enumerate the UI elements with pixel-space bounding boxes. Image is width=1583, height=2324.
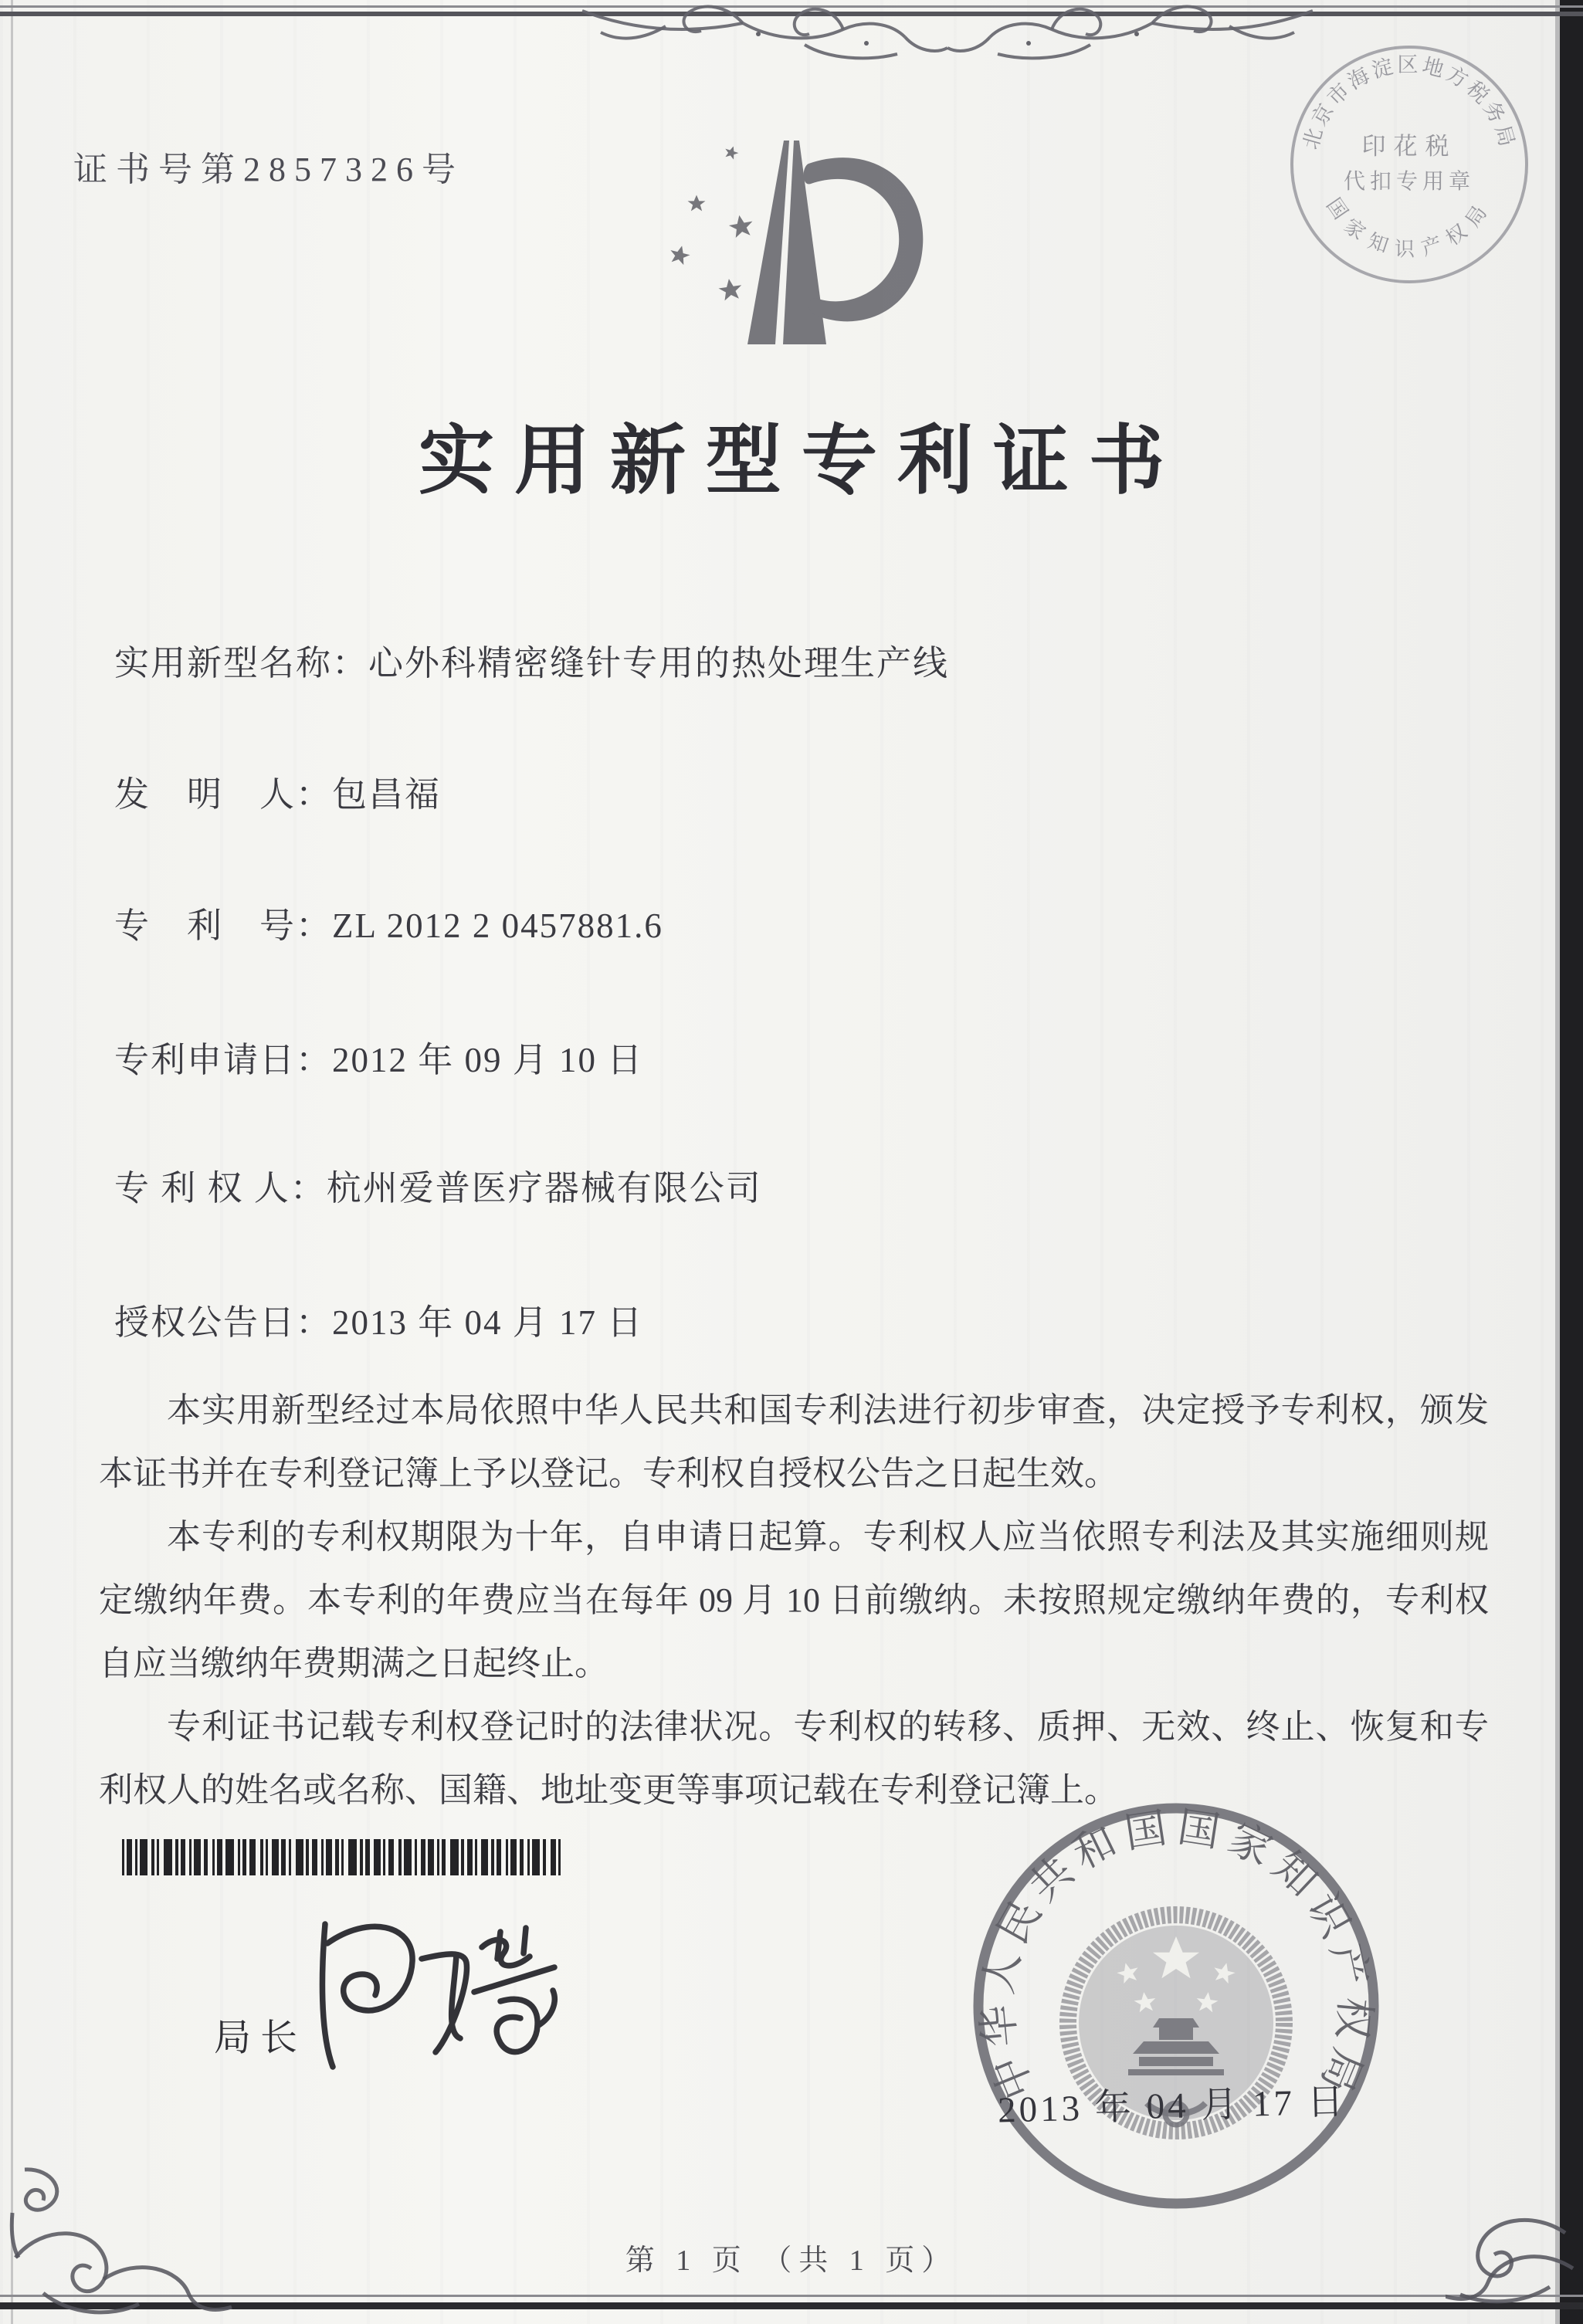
seal-date: 2013 年 04 月 17 日	[997, 2082, 1347, 2131]
field-value: 包昌福	[332, 775, 442, 814]
director-signature	[298, 1901, 561, 2117]
seal-ring-text: 中华人民共和国国家知识产权局	[974, 1804, 1378, 2106]
field-label: 专 利 号：	[114, 906, 333, 945]
field-patentee	[114, 1160, 762, 1210]
field-utility-model-name	[114, 635, 949, 685]
tax-stamp-arc-bottom: 国家知识产权局	[1322, 194, 1497, 261]
tax-stamp-arc-top: 北京市海淀区地方税务局	[1299, 53, 1520, 152]
tax-stamp-line2: 代扣专用章	[1343, 170, 1476, 194]
bottom-border-line-thick	[0, 2302, 1583, 2309]
official-seal	[969, 1799, 1383, 2213]
sipo-logo-icon	[650, 113, 944, 360]
field-inventor	[114, 766, 441, 816]
field-patent-number	[114, 897, 663, 947]
top-ornament-flourish	[573, 0, 1322, 68]
director-label: 局长	[214, 2017, 307, 2058]
legal-text-block	[99, 1379, 1489, 1822]
tax-stamp	[1282, 37, 1537, 292]
field-label: 发 明 人：	[114, 775, 333, 814]
field-value: 2013 年 04 月 17 日	[332, 1303, 644, 1342]
scan-right-edge	[1560, 0, 1583, 2324]
field-value: ZL 2012 2 0457881.6	[332, 906, 663, 945]
legal-paragraph: 本实用新型经过本局依照中华人民共和国专利法进行初步审查，决定授予专利权，颁发本证书并在专利登记簿上予以登记。专利权自授权公告之日起生效。	[99, 1391, 1489, 1492]
legal-paragraph: 本专利的专利权期限为十年，自申请日起算。专利权人应当依照专利法及其实施细则规定缴纳年费。本专利的年费应当在每年 09 月 10 日前缴纳。未按照规定缴纳年费的，专利权自应当缴纳年费期满之日起终止。	[99, 1518, 1489, 1682]
legal-paragraph: 专利证书记载专利权登记时的法律状况。专利权的转移、质押、无效、终止、恢复和专利权人的姓名或名称、国籍、地址变更等事项记载在专利登记簿上。	[99, 1708, 1489, 1809]
certificate-number: 证书号第2857326号	[73, 151, 464, 188]
field-label: 专利申请日：	[114, 1041, 333, 1079]
field-application-date	[114, 1032, 643, 1082]
field-value: 杭州爱普医疗器械有限公司	[326, 1169, 762, 1208]
field-value: 2012 年 09 月 10 日	[332, 1041, 644, 1079]
scan-left-edge	[11, 0, 13, 2324]
page-footer: 第 1 页 （共 1 页）	[625, 2244, 958, 2277]
field-label: 授权公告日：	[114, 1303, 333, 1342]
bottom-border-line-thin	[0, 2295, 1583, 2297]
field-grant-date	[114, 1294, 643, 1344]
field-label: 实用新型名称：	[114, 644, 369, 683]
svg-text:国家知识产权局	[1322, 194, 1497, 260]
field-label: 专 利 权 人：	[114, 1169, 327, 1208]
bottom-right-ornament	[1446, 2194, 1581, 2310]
bottom-left-ornament	[3, 2166, 235, 2324]
tax-stamp-line1: 印花税	[1361, 133, 1457, 160]
field-value: 心外科精密缝针专用的热处理生产线	[368, 644, 950, 683]
certificate-title: 实用新型专利证书	[418, 420, 1185, 503]
barcode	[122, 1839, 596, 1875]
signature-name	[0, 0, 1, 1]
